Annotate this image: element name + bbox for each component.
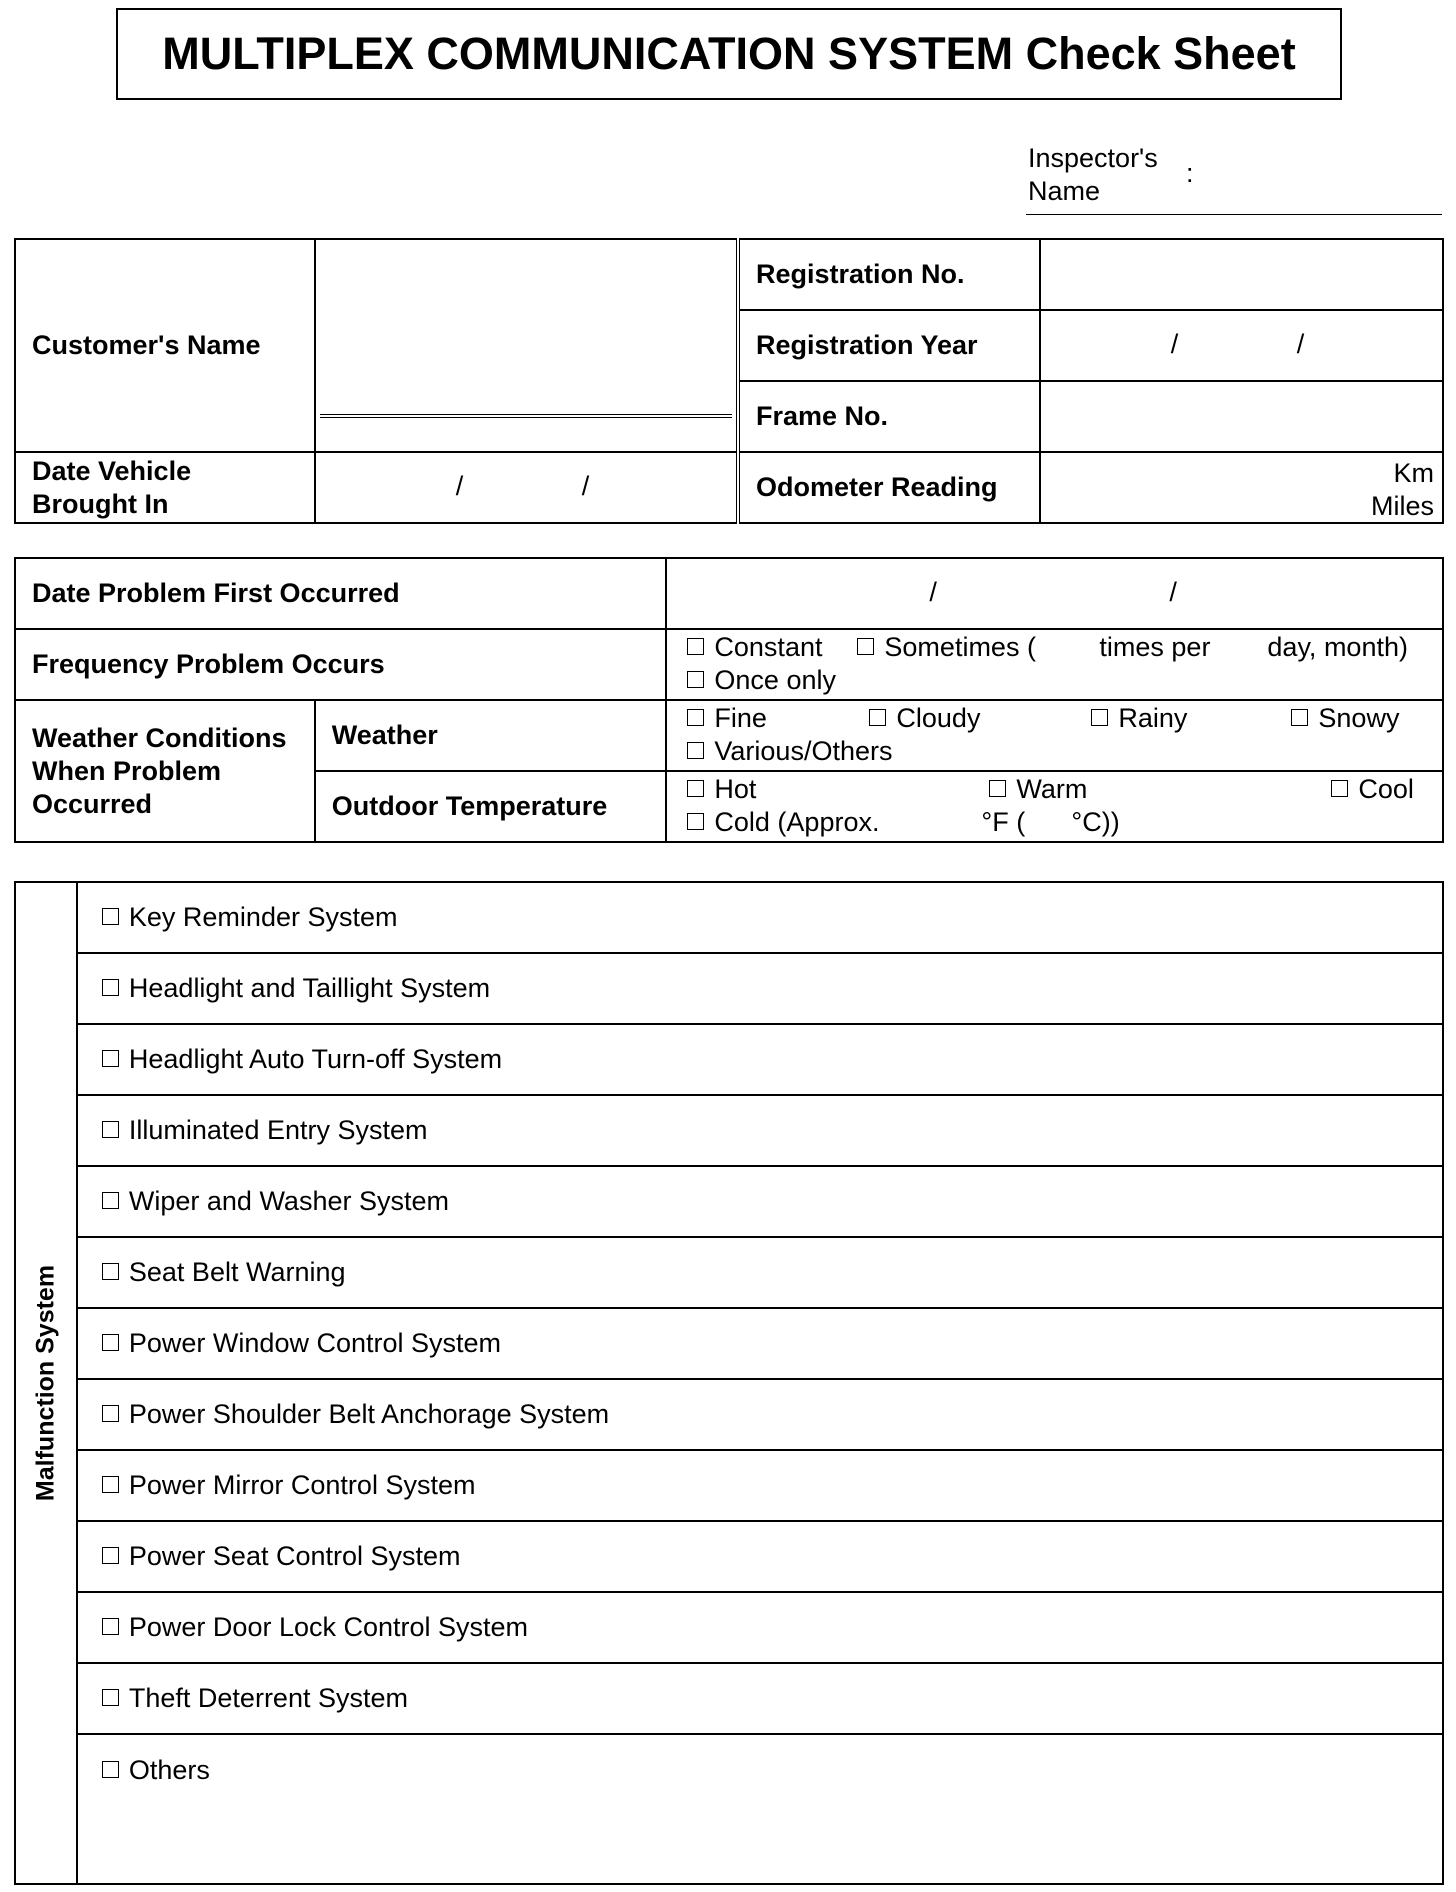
system-label: Power Window Control System — [128, 1328, 502, 1358]
system-label: Headlight and Taillight System — [128, 973, 491, 1003]
checkbox-icon[interactable] — [102, 1121, 119, 1138]
checkbox-icon[interactable] — [102, 1192, 119, 1209]
system-item[interactable] — [77, 1166, 1443, 1237]
temp-cold-label: Cold (Approx. — [714, 807, 880, 837]
temp-celsius-label: °C)) — [1071, 807, 1120, 837]
weather-conditions-label — [15, 700, 315, 842]
frame-no-field[interactable] — [1040, 381, 1443, 452]
system-label: Power Mirror Control System — [128, 1470, 476, 1500]
checkbox-icon[interactable] — [102, 1334, 119, 1351]
system-label: Seat Belt Warning — [128, 1257, 346, 1287]
constant-label: Constant — [714, 632, 823, 662]
system-item[interactable] — [77, 1308, 1443, 1379]
system-label: Others — [128, 1755, 210, 1785]
temp-hot-label: Hot — [714, 774, 757, 804]
date-brought-in-line2: Brought In — [32, 488, 169, 519]
checkbox-icon[interactable] — [102, 908, 119, 925]
checkbox-icon[interactable] — [102, 1405, 119, 1422]
weather-options — [666, 700, 1443, 771]
temp-fahrenheit-label: °F ( — [981, 807, 1026, 837]
registration-year-field[interactable] — [1040, 310, 1443, 381]
frequency-label: Frequency Problem Occurs — [15, 629, 666, 700]
checkbox-icon[interactable] — [687, 780, 704, 797]
checkbox-icon[interactable] — [102, 1547, 119, 1564]
system-label: Illuminated Entry System — [128, 1115, 428, 1145]
date-separator: / — [1170, 329, 1179, 359]
date-first-occurred-field[interactable] — [666, 558, 1443, 629]
odometer-label: Odometer Reading — [738, 452, 1040, 523]
constant-option[interactable] — [687, 632, 822, 663]
checkbox-icon[interactable] — [102, 1689, 119, 1706]
customer-name-field[interactable] — [315, 239, 738, 452]
weather-conditions-line3: Occurred — [32, 788, 153, 819]
date-separator: / — [929, 577, 937, 607]
system-label: Headlight Auto Turn-off System — [128, 1044, 503, 1074]
sometimes-option[interactable] — [857, 632, 1036, 663]
registration-no-label: Registration No. — [738, 239, 1040, 310]
system-label: Power Shoulder Belt Anchorage System — [128, 1399, 610, 1429]
date-separator: / — [455, 471, 464, 501]
weather-fine-option[interactable] — [687, 703, 767, 734]
day-month-label: day, month) — [1267, 632, 1408, 662]
weather-cloudy-label: Cloudy — [896, 703, 981, 733]
frame-no-label: Frame No. — [738, 381, 1040, 452]
weather-various-option[interactable] — [687, 736, 892, 767]
odometer-field[interactable] — [1040, 452, 1443, 523]
checkbox-icon[interactable] — [102, 1761, 119, 1778]
checkbox-icon[interactable] — [687, 742, 704, 759]
checkbox-icon[interactable] — [1091, 709, 1108, 726]
odometer-units — [1371, 457, 1434, 523]
checkbox-icon[interactable] — [857, 638, 874, 655]
system-label: Theft Deterrent System — [128, 1683, 408, 1713]
checkbox-icon[interactable] — [102, 1263, 119, 1280]
times-per-label: times per — [1099, 632, 1211, 662]
system-item[interactable] — [77, 1663, 1443, 1734]
weather-cloudy-option[interactable] — [869, 703, 980, 734]
weather-various-label: Various/Others — [714, 736, 893, 766]
inspector-label — [1028, 142, 1158, 208]
checkbox-icon[interactable] — [102, 1476, 119, 1493]
weather-snowy-label: Snowy — [1318, 703, 1400, 733]
checkbox-icon[interactable] — [102, 1050, 119, 1067]
checkbox-icon[interactable] — [687, 709, 704, 726]
checkbox-icon[interactable] — [102, 1618, 119, 1635]
temp-cool-label: Cool — [1358, 774, 1414, 804]
system-label: Key Reminder System — [128, 902, 398, 932]
weather-rainy-option[interactable] — [1091, 703, 1187, 734]
system-label: Power Seat Control System — [128, 1541, 461, 1571]
checkbox-icon[interactable] — [687, 671, 704, 688]
vehicle-info-table — [14, 238, 1444, 524]
weather-label: Weather — [315, 700, 667, 771]
date-brought-in-line1: Date Vehicle — [32, 455, 192, 486]
system-item[interactable] — [77, 953, 1443, 1024]
system-item[interactable] — [77, 1592, 1443, 1663]
malfunction-system-label-cell — [15, 882, 77, 1884]
once-only-label: Once only — [714, 665, 836, 695]
checkbox-icon[interactable] — [1331, 780, 1348, 797]
temp-warm-option[interactable] — [989, 774, 1087, 805]
temperature-options — [666, 771, 1443, 842]
unit-miles: Miles — [1370, 491, 1434, 521]
malfunction-system-label: Malfunction System — [31, 1264, 60, 1502]
outdoor-temperature-label: Outdoor Temperature — [315, 771, 667, 842]
inspector-colon: : — [1186, 158, 1194, 188]
sometimes-label: Sometimes ( — [884, 632, 1036, 662]
unit-km: Km — [1393, 458, 1434, 488]
weather-conditions-line1: Weather Conditions — [32, 722, 287, 753]
date-first-occurred-label: Date Problem First Occurred — [15, 558, 666, 629]
checkbox-icon[interactable] — [1291, 709, 1308, 726]
system-item[interactable] — [77, 1095, 1443, 1166]
system-item[interactable] — [77, 1379, 1443, 1450]
system-item-others[interactable] — [77, 1734, 1443, 1884]
checkbox-icon[interactable] — [687, 813, 704, 830]
inspector-name-field[interactable] — [1026, 142, 1442, 215]
registration-no-field[interactable] — [1040, 239, 1443, 310]
date-brought-in-label — [15, 452, 315, 523]
inspector-label-line1: Inspector's — [1028, 143, 1158, 173]
registration-year-label: Registration Year — [738, 310, 1040, 381]
customer-name-label: Customer's Name — [15, 239, 315, 452]
system-label: Power Door Lock Control System — [128, 1612, 529, 1642]
date-separator: / — [1169, 577, 1177, 607]
weather-rainy-label: Rainy — [1118, 703, 1188, 733]
temp-warm-label: Warm — [1016, 774, 1088, 804]
date-brought-in-field[interactable] — [315, 452, 738, 523]
temp-cold-option[interactable] — [687, 807, 879, 838]
system-label: Wiper and Washer System — [128, 1186, 449, 1216]
temp-hot-option[interactable] — [687, 774, 756, 805]
problem-info-table — [14, 557, 1444, 843]
system-item[interactable] — [77, 1450, 1443, 1521]
checkbox-icon[interactable] — [687, 638, 704, 655]
page-title: MULTIPLEX COMMUNICATION SYSTEM Check Sheet — [116, 8, 1342, 100]
frequency-options — [666, 629, 1443, 700]
malfunction-system-table — [14, 881, 1444, 1885]
system-item[interactable] — [77, 1521, 1443, 1592]
checkbox-icon[interactable] — [869, 709, 886, 726]
date-separator: / — [1296, 329, 1305, 359]
system-item[interactable] — [77, 1237, 1443, 1308]
date-separator: / — [581, 471, 590, 501]
system-item[interactable] — [77, 1024, 1443, 1095]
once-only-option[interactable] — [687, 665, 836, 696]
checkbox-icon[interactable] — [102, 979, 119, 996]
system-item[interactable] — [77, 882, 1443, 953]
weather-conditions-line2: When Problem — [32, 755, 222, 786]
checkbox-icon[interactable] — [989, 780, 1006, 797]
weather-snowy-option[interactable] — [1291, 703, 1399, 734]
weather-fine-label: Fine — [714, 703, 767, 733]
temp-cool-option[interactable] — [1331, 774, 1414, 805]
inspector-label-line2: Name — [1028, 176, 1101, 206]
